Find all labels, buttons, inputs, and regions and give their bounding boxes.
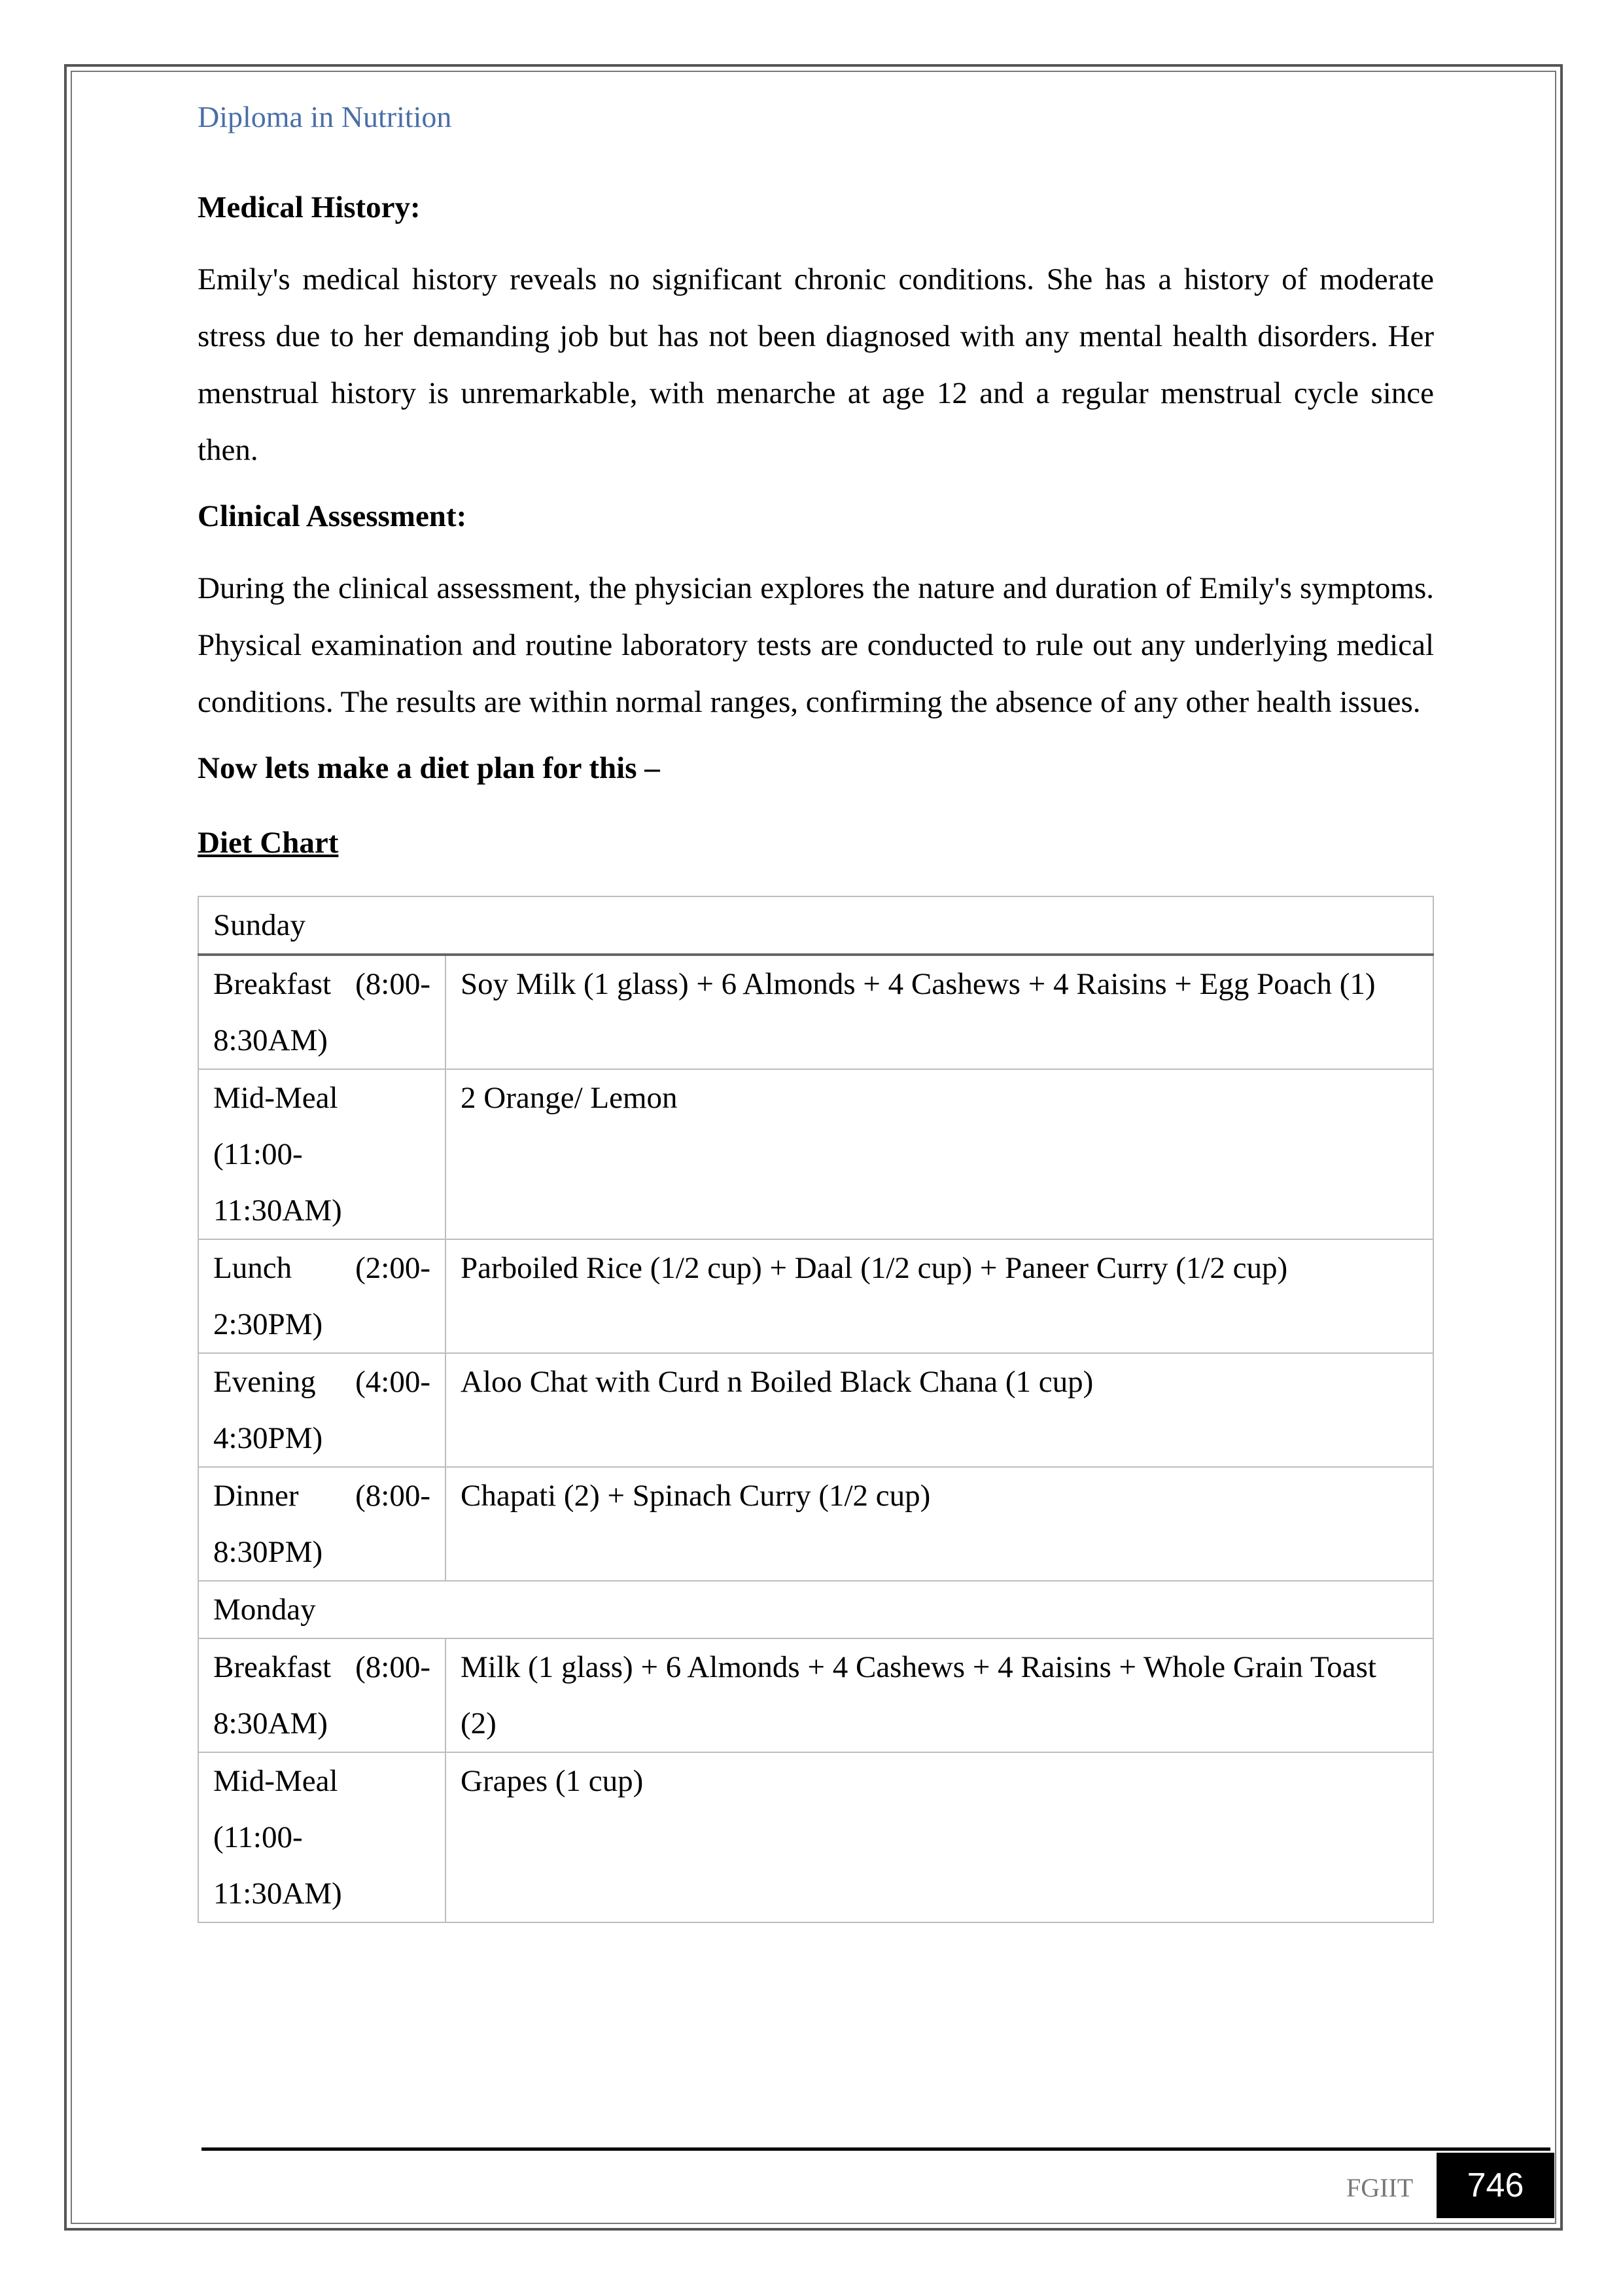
page-number: 746 bbox=[1437, 2153, 1554, 2218]
table-row bbox=[198, 1239, 1433, 1353]
meal-food-cell: Parboiled Rice (1/2 cup) + Daal (1/2 cup) + Paneer Curry (1/2 cup) bbox=[445, 1239, 1433, 1353]
day-label: Monday bbox=[198, 1581, 1433, 1638]
meal-food-cell: Milk (1 glass) + 6 Almonds + 4 Cashews + 4 Raisins + Whole Grain Toast (2) bbox=[445, 1638, 1433, 1752]
table-row bbox=[198, 1467, 1433, 1581]
meal-food-cell: Soy Milk (1 glass) + 6 Almonds + 4 Cashews + 4 Raisins + Egg Poach (1) bbox=[445, 955, 1433, 1069]
clinical-assessment-heading: Clinical Assessment: bbox=[198, 499, 467, 533]
meal-food-cell: Chapati (2) + Spinach Curry (1/2 cup) bbox=[445, 1467, 1433, 1581]
meal-time-cell: Mid-Meal (11:00-11:30AM) bbox=[198, 1069, 445, 1239]
day-row-sunday bbox=[198, 896, 1433, 955]
meal-time-cell: Lunch (2:00-2:30PM) bbox=[198, 1239, 445, 1353]
day-label: Sunday bbox=[198, 896, 1433, 955]
table-row bbox=[198, 1638, 1433, 1752]
meal-food-cell: 2 Orange/ Lemon bbox=[445, 1069, 1433, 1239]
diet-chart-title: Diet Chart bbox=[198, 826, 339, 860]
table-row bbox=[198, 1752, 1433, 1922]
table-row bbox=[198, 955, 1433, 1069]
meal-time-cell: Evening (4:00-4:30PM) bbox=[198, 1353, 445, 1467]
table-row bbox=[198, 1069, 1433, 1239]
header-title: Diploma in Nutrition bbox=[198, 100, 452, 133]
medical-history-heading: Medical History: bbox=[198, 190, 421, 224]
meal-time-cell: Breakfast (8:00-8:30AM) bbox=[198, 955, 445, 1069]
footer-divider bbox=[201, 2147, 1550, 2151]
day-row-monday bbox=[198, 1581, 1433, 1638]
meal-time-cell: Mid-Meal (11:00-11:30AM) bbox=[198, 1752, 445, 1922]
meal-time-cell: Dinner (8:00-8:30PM) bbox=[198, 1467, 445, 1581]
table-row bbox=[198, 1353, 1433, 1467]
meal-time-cell: Breakfast (8:00-8:30AM) bbox=[198, 1638, 445, 1752]
diet-chart-table bbox=[198, 896, 1434, 1923]
meal-food-cell: Aloo Chat with Curd n Boiled Black Chana (1 cup) bbox=[445, 1353, 1433, 1467]
clinical-assessment-text: During the clinical assessment, the physician explores the nature and duration of Emily's symptoms. Physical examination and routine laboratory tests are conducted to rule out any underlying medical conditions. The results are within normal ranges, confirming the absence of any other health issues. bbox=[198, 571, 1434, 719]
page-content bbox=[198, 190, 1434, 1923]
medical-history-text: Emily's medical history reveals no significant chronic conditions. She has a history of moderate stress due to her demanding job but has not been diagnosed with any mental health disorders. Her menstrual history is unremarkable, with menarche at age 12 and a regular menstrual cycle since then. bbox=[198, 262, 1434, 467]
meal-food-cell: Grapes (1 cup) bbox=[445, 1752, 1433, 1922]
plan-intro: Now lets make a diet plan for this – bbox=[198, 751, 660, 785]
footer-brand: FGIIT bbox=[1346, 2173, 1414, 2202]
